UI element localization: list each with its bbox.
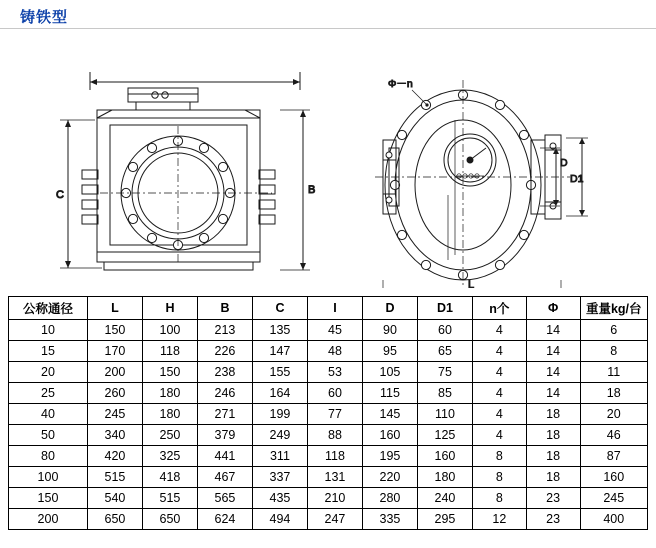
cell-d1: 65 <box>417 341 472 362</box>
cell-d: 90 <box>362 320 417 341</box>
cell-weight: 8 <box>580 341 647 362</box>
cell-l: 170 <box>87 341 142 362</box>
cell-c: 249 <box>252 425 307 446</box>
cell-nominal-diameter: 15 <box>9 341 88 362</box>
cell-c: 337 <box>252 467 307 488</box>
drawing-svg <box>0 30 656 288</box>
cell-d: 105 <box>362 362 417 383</box>
cell-nominal-diameter: 100 <box>9 467 88 488</box>
th-n: n个 <box>472 297 526 320</box>
cell-phi: 18 <box>526 425 580 446</box>
cell-n: 8 <box>472 446 526 467</box>
cell-h: 515 <box>142 488 197 509</box>
cell-weight: 6 <box>580 320 647 341</box>
cell-n: 4 <box>472 425 526 446</box>
cell-l: 200 <box>87 362 142 383</box>
cell-l: 245 <box>87 404 142 425</box>
cell-i: 247 <box>307 509 362 530</box>
cell-h: 325 <box>142 446 197 467</box>
cell-b: 226 <box>197 341 252 362</box>
spec-table <box>8 296 648 530</box>
th-i: I <box>307 297 362 320</box>
cell-phi: 23 <box>526 488 580 509</box>
th-d1: D1 <box>417 297 472 320</box>
cell-n: 4 <box>472 341 526 362</box>
cell-d: 335 <box>362 509 417 530</box>
cell-d1: 110 <box>417 404 472 425</box>
cell-d: 115 <box>362 383 417 404</box>
cell-nominal-diameter: 50 <box>9 425 88 446</box>
cell-weight: 11 <box>580 362 647 383</box>
cell-b: 624 <box>197 509 252 530</box>
cell-n: 4 <box>472 404 526 425</box>
cell-i: 53 <box>307 362 362 383</box>
cell-phi: 18 <box>526 467 580 488</box>
cell-nominal-diameter: 150 <box>9 488 88 509</box>
cell-phi: 18 <box>526 404 580 425</box>
cell-d: 95 <box>362 341 417 362</box>
cell-n: 12 <box>472 509 526 530</box>
cell-d1: 160 <box>417 446 472 467</box>
cell-d: 280 <box>362 488 417 509</box>
table-row <box>9 446 648 467</box>
th-nominal-diameter: 公称通径 <box>9 297 88 320</box>
cell-h: 150 <box>142 362 197 383</box>
dim-label-phi-n: Φ－n <box>388 78 413 90</box>
cell-weight: 46 <box>580 425 647 446</box>
cell-d: 145 <box>362 404 417 425</box>
cell-c: 155 <box>252 362 307 383</box>
cell-b: 246 <box>197 383 252 404</box>
cell-b: 213 <box>197 320 252 341</box>
cell-c: 147 <box>252 341 307 362</box>
cell-d1: 60 <box>417 320 472 341</box>
cell-weight: 160 <box>580 467 647 488</box>
cell-h: 250 <box>142 425 197 446</box>
cell-weight: 400 <box>580 509 647 530</box>
cell-weight: 245 <box>580 488 647 509</box>
cell-phi: 23 <box>526 509 580 530</box>
cell-b: 379 <box>197 425 252 446</box>
cell-h: 118 <box>142 341 197 362</box>
cell-d: 220 <box>362 467 417 488</box>
cell-i: 77 <box>307 404 362 425</box>
cell-n: 4 <box>472 320 526 341</box>
cell-h: 180 <box>142 404 197 425</box>
cell-d: 160 <box>362 425 417 446</box>
th-h: H <box>142 297 197 320</box>
side-section-view <box>375 78 588 288</box>
table-row <box>9 467 648 488</box>
cell-d1: 75 <box>417 362 472 383</box>
table-row <box>9 320 648 341</box>
cell-weight: 87 <box>580 446 647 467</box>
cell-phi: 18 <box>526 446 580 467</box>
cell-d1: 240 <box>417 488 472 509</box>
cell-h: 650 <box>142 509 197 530</box>
cell-i: 48 <box>307 341 362 362</box>
cell-nominal-diameter: 40 <box>9 404 88 425</box>
cell-h: 418 <box>142 467 197 488</box>
cell-phi: 14 <box>526 383 580 404</box>
cell-l: 420 <box>87 446 142 467</box>
technical-drawing <box>0 30 656 288</box>
cell-nominal-diameter: 80 <box>9 446 88 467</box>
table-row <box>9 383 648 404</box>
dim-label-l: L <box>468 279 475 288</box>
cell-b: 441 <box>197 446 252 467</box>
cell-l: 150 <box>87 320 142 341</box>
table-row <box>9 404 648 425</box>
th-d: D <box>362 297 417 320</box>
spec-table-wrapper <box>8 296 648 530</box>
cell-c: 199 <box>252 404 307 425</box>
cell-h: 100 <box>142 320 197 341</box>
cell-weight: 20 <box>580 404 647 425</box>
title-divider <box>0 28 656 29</box>
cell-phi: 14 <box>526 362 580 383</box>
table-row <box>9 509 648 530</box>
cell-d: 195 <box>362 446 417 467</box>
cell-n: 4 <box>472 383 526 404</box>
cell-c: 311 <box>252 446 307 467</box>
cell-l: 340 <box>87 425 142 446</box>
cell-l: 540 <box>87 488 142 509</box>
table-row <box>9 425 648 446</box>
cell-d1: 295 <box>417 509 472 530</box>
cell-i: 131 <box>307 467 362 488</box>
title-bar <box>0 0 656 30</box>
table-header-row <box>9 297 648 320</box>
cell-nominal-diameter: 20 <box>9 362 88 383</box>
cell-d1: 180 <box>417 467 472 488</box>
cell-b: 467 <box>197 467 252 488</box>
table-row <box>9 488 648 509</box>
dim-label-d: D <box>560 157 568 169</box>
th-weight: 重量kg/台 <box>580 297 647 320</box>
cell-nominal-diameter: 200 <box>9 509 88 530</box>
cell-b: 565 <box>197 488 252 509</box>
cell-l: 260 <box>87 383 142 404</box>
cell-b: 238 <box>197 362 252 383</box>
table-row <box>9 341 648 362</box>
cell-c: 164 <box>252 383 307 404</box>
cell-c: 135 <box>252 320 307 341</box>
table-row <box>9 362 648 383</box>
cell-i: 88 <box>307 425 362 446</box>
cell-phi: 14 <box>526 341 580 362</box>
cell-n: 4 <box>472 362 526 383</box>
th-phi: Φ <box>526 297 580 320</box>
cell-l: 650 <box>87 509 142 530</box>
page-title: 铸铁型 <box>20 9 69 26</box>
cell-n: 8 <box>472 488 526 509</box>
dim-label-d1: D1 <box>570 173 584 185</box>
cell-b: 271 <box>197 404 252 425</box>
cell-c: 435 <box>252 488 307 509</box>
cell-nominal-diameter: 10 <box>9 320 88 341</box>
cell-h: 180 <box>142 383 197 404</box>
cell-d1: 125 <box>417 425 472 446</box>
th-l: L <box>87 297 142 320</box>
cell-d1: 85 <box>417 383 472 404</box>
dim-label-b: B <box>308 184 316 196</box>
cell-weight: 18 <box>580 383 647 404</box>
cell-c: 494 <box>252 509 307 530</box>
th-b: B <box>197 297 252 320</box>
cell-nominal-diameter: 25 <box>9 383 88 404</box>
cell-i: 45 <box>307 320 362 341</box>
cell-i: 60 <box>307 383 362 404</box>
cell-l: 515 <box>87 467 142 488</box>
cell-i: 118 <box>307 446 362 467</box>
cell-i: 210 <box>307 488 362 509</box>
cell-phi: 14 <box>526 320 580 341</box>
cell-n: 8 <box>472 467 526 488</box>
front-elevation-view <box>56 72 315 270</box>
table-body <box>9 320 648 530</box>
th-c: C <box>252 297 307 320</box>
dim-label-c: C <box>56 189 64 201</box>
